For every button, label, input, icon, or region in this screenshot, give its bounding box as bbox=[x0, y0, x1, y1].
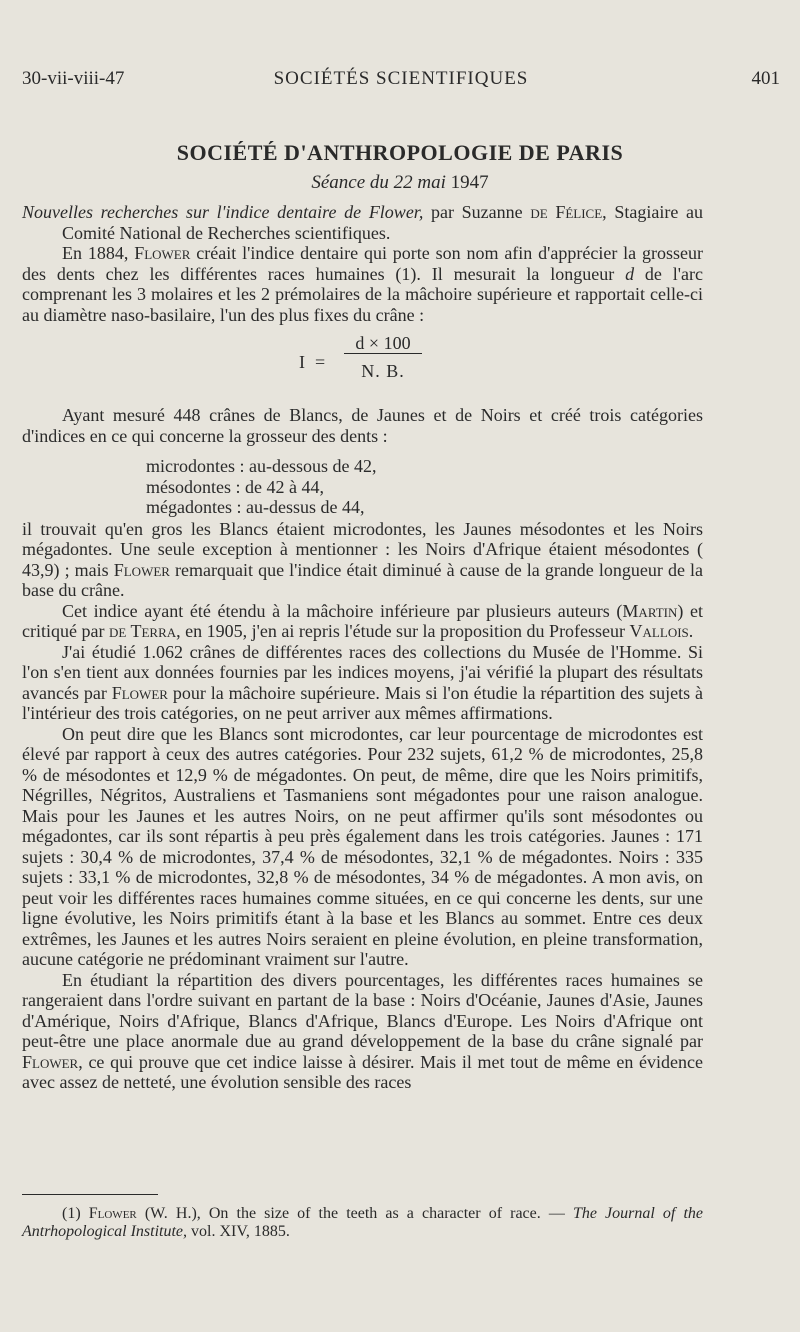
paper-title: Nouvelles recherches sur l'indice dentaire de Flower, bbox=[22, 202, 424, 222]
paragraph: On peut dire que les Blancs sont microdontes, car leur pourcentage de microdontes est élevé par rapport à ceux des autres catégories. Pour 232 sujets, 61,2 % de microdontes, 25,8 % de mésodontes et 12,9 % de mégadontes. On peut, de même, dire que les Noirs primitifs, Négrilles, Négritos, Australiens et Tasmaniens sont mégadontes pour une raison analogue. Mais pour les Jaunes et les autres Noirs, on ne peut affirmer qu'ils sont mésodontes ou mégadontes, car ils sont répartis à peu près également dans les trois catégories. Jaunes : 171 sujets : 30,4 % de microdontes, 37,4 % de mésodontes, 32,1 % de mégadontes. Noirs : 335 sujets : 33,1 % de microdontes, 32,8 % de mésodontes, 34 % de mégadontes. A mon avis, on peut voir les différentes races humaines comme situées, en ce qui concerne les dents, sur une ligne évolutive, les Noirs primitifs étant à la base et les Blancs au sommet. Entre ces deux extrêmes, les Jaunes et les autres Noirs seraient en pleine évolution, en pleine transformation, aucune catégorie ne prédominant vraiment sur l'autre. bbox=[22, 723, 703, 969]
footnote: (1) Flower (W. H.), On the size of the teeth as a character of race. — The Journal of the Antrhopological Institute, vol. XIV, 1885. bbox=[22, 1205, 703, 1240]
author-name: de Félice bbox=[530, 202, 603, 222]
paragraph: il trouvait qu'en gros les Blancs étaient microdontes, les Jaunes mésodontes et les Noirs mégadontes. Une seule exception à mentionner : les Noirs d'Afrique étaient mésodontes ( 43,9) ; mais Flower remarquait que l'indice était diminué à cause de la grande longueur de la base du crâne. bbox=[22, 518, 703, 600]
paragraph: Ayant mesuré 448 crânes de Blancs, de Jaunes et de Noirs et créé trois catégories d'indices en ce qui concerne la grosseur des dents : bbox=[22, 405, 703, 446]
formula-lhs: I bbox=[299, 352, 305, 372]
page-number: 401 bbox=[751, 68, 780, 89]
formula-numerator: d × 100 bbox=[355, 333, 411, 353]
journal-title: The Journal of the Antrhopological Institute, bbox=[22, 1205, 703, 1240]
running-head bbox=[22, 68, 780, 94]
society-title: SOCIÉTÉ D'ANTHROPOLOGIE DE PARIS bbox=[176, 140, 624, 165]
issue-date: 30-vii-viii-47 bbox=[22, 68, 125, 89]
category-item: microdontes : au-dessous de 42, bbox=[146, 456, 377, 476]
paragraph: Cet indice ayant été étendu à la mâchoire inférieure par plusieurs auteurs (Martin) et critiqué par de Terra, en 1905, j'en ai repris l'étude sur la proposition du Professeur Vallois. bbox=[22, 600, 703, 641]
paragraph: En étudiant la répartition des divers pourcentages, les différentes races humaines se rangeraient dans l'ordre suivant en partant de la base : Noirs d'Océanie, Jaunes d'Asie, Jaunes d'Amérique, Noirs d'Afrique, Blancs d'Afrique, Blancs d'Europe. Les Noirs d'Afrique ont peut-être une place anormale due au grand développement de la base du crâne signalé par Flower, ce qui prouve que cet indice laisse à désirer. Mais il met tout de même en évidence avec assez de netteté, une évolution sensible des races bbox=[22, 969, 703, 1092]
paper-heading: Nouvelles recherches sur l'indice dentaire de Flower, par Suzanne de Félice, Stagiaire au Comité National de Recherches scientifiques. bbox=[22, 202, 703, 243]
author-affiliation: , Stagiaire au Comité National de Recherches scientifiques. bbox=[62, 202, 703, 243]
formula-equals: = bbox=[315, 352, 326, 372]
fraction-bar bbox=[344, 353, 422, 354]
article-body bbox=[22, 202, 703, 1093]
paragraph: En 1884, Flower créait l'indice dentaire qui porte son nom afin d'apprécier la grosseur des dents chez les différentes races humaines (1). Il mesurait la longueur d de l'arc comprenant les 3 molaires et les 2 prémolaires de la mâchoire supérieure et rapportait celle-ci au diamètre naso-basilaire, l'un des plus fixes du crâne : bbox=[22, 243, 703, 325]
formula-denominator: N. B. bbox=[361, 361, 405, 381]
category-item: mésodontes : de 42 à 44, bbox=[146, 476, 324, 497]
category-list bbox=[146, 456, 703, 518]
session-date: Séance du 22 mai 1947 bbox=[311, 172, 489, 193]
category-item: mégadontes : au-dessus de 44, bbox=[146, 497, 365, 517]
footnote-rule bbox=[22, 1194, 158, 1195]
section-title: SOCIÉTÉS SCIENTIFIQUES bbox=[273, 68, 529, 89]
paragraph: J'ai étudié 1.062 crânes de différentes races des collections du Musée de l'Homme. Si l'on s'en tient aux données fournies par les indices moyens, j'ai vérifié la plupart des résultats avancés par Flower pour la mâchoire supérieure. Mais si l'on étudie la répartition des sujets à l'intérieur des trois catégories, on ne peut arriver aux mêmes affirmations. bbox=[22, 641, 703, 723]
dental-index-formula bbox=[22, 333, 703, 393]
